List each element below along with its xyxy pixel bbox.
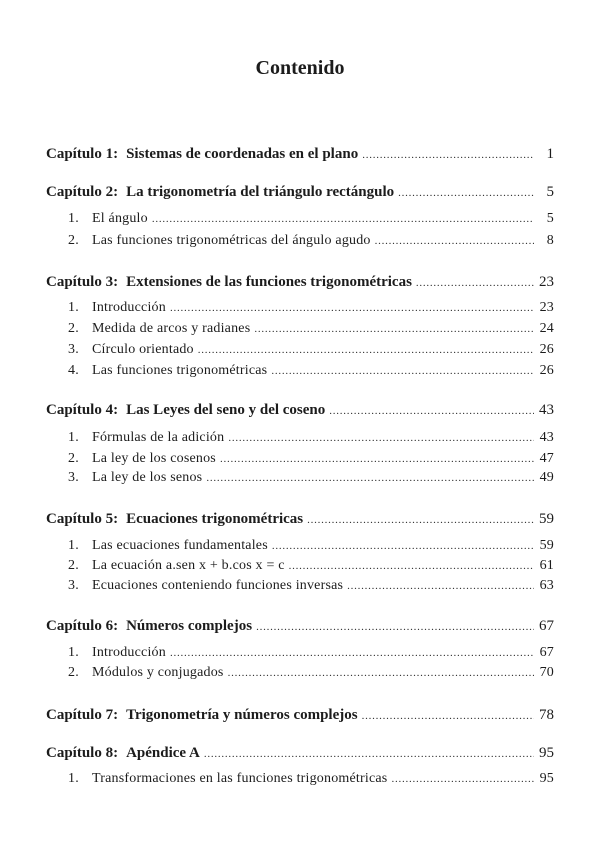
page-number: 78: [539, 707, 554, 723]
section-number: 1.: [68, 300, 79, 315]
dot-leader: [289, 556, 534, 576]
toc-section-entry[interactable]: [68, 556, 554, 576]
page-number: 24: [539, 321, 554, 336]
section-number: 3.: [68, 470, 79, 485]
page-number: 26: [539, 363, 554, 378]
chapter-label: Capítulo 4:: [46, 402, 119, 418]
dot-leader: [206, 468, 534, 488]
page-number: 70: [539, 665, 554, 680]
section-number: 2.: [68, 665, 79, 680]
chapter-title: Trigonometría y números complejos: [126, 707, 358, 723]
page-number: 63: [539, 578, 554, 593]
toc-section-entry[interactable]: [68, 576, 554, 596]
dot-leader: [375, 231, 534, 251]
section-title: Ecuaciones conteniendo funciones inversas: [92, 578, 344, 593]
toc-section-entry[interactable]: [68, 231, 554, 251]
toc-section-entry[interactable]: [68, 209, 554, 229]
page-number: 67: [539, 618, 554, 634]
chapter-label: Capítulo 8:: [46, 745, 119, 761]
chapter-title: Sistemas de coordenadas en el plano: [126, 146, 359, 162]
chapter-label: Capítulo 2:: [46, 184, 119, 200]
section-number: 2.: [68, 558, 79, 573]
toc-section-entry[interactable]: [68, 361, 554, 381]
section-number: 1.: [68, 211, 79, 226]
toc-section-entry[interactable]: [68, 340, 554, 360]
page-number: 5: [546, 184, 554, 200]
dot-leader: [204, 744, 534, 764]
page-number: 59: [539, 511, 554, 527]
page-number: 23: [539, 274, 554, 290]
toc-section-entry[interactable]: [68, 319, 554, 339]
toc-chapter-entry[interactable]: [46, 400, 554, 421]
section-title: La ley de los cosenos: [92, 451, 216, 466]
toc-chapter-entry[interactable]: [46, 144, 554, 165]
dot-leader: [170, 298, 534, 318]
page-number: 43: [539, 402, 554, 418]
page-number: 1: [546, 146, 554, 162]
toc-section-entry[interactable]: [68, 298, 554, 318]
toc-section-entry[interactable]: [68, 468, 554, 488]
section-number: 1.: [68, 645, 79, 660]
section-number: 1.: [68, 771, 79, 786]
toc-chapter-entry[interactable]: [46, 182, 554, 203]
section-number: 2.: [68, 321, 79, 336]
chapter-label: Capítulo 7:: [46, 707, 119, 723]
dot-leader: [398, 183, 534, 203]
page-number: 61: [539, 558, 554, 573]
chapter-label: Capítulo 5:: [46, 511, 119, 527]
chapter-title: La trigonometría del triángulo rectángulo: [126, 184, 395, 200]
section-title: La ley de los senos: [92, 470, 203, 485]
toc-section-entry[interactable]: [68, 536, 554, 556]
dot-leader: [362, 706, 534, 726]
dot-leader: [228, 663, 534, 683]
page-number: 67: [539, 645, 554, 660]
page-number: 23: [539, 300, 554, 315]
toc-chapter-entry[interactable]: [46, 743, 554, 764]
toc-chapter-entry[interactable]: [46, 705, 554, 726]
section-title: La ecuación a.sen x + b.cos x = c: [92, 558, 285, 573]
dot-leader: [220, 449, 534, 469]
chapter-title: Apéndice A: [126, 745, 200, 761]
toc-section-entry[interactable]: [68, 769, 554, 789]
dot-leader: [271, 361, 534, 381]
dot-leader: [307, 510, 534, 530]
section-number: 4.: [68, 363, 79, 378]
section-title: El ángulo: [92, 211, 148, 226]
chapter-title: Números complejos: [126, 618, 253, 634]
page-number: 26: [539, 342, 554, 357]
chapter-label: Capítulo 1:: [46, 146, 119, 162]
chapter-title: Extensiones de las funciones trigonométricas: [126, 274, 412, 290]
section-title: Módulos y conjugados: [92, 665, 224, 680]
section-title: Las ecuaciones fundamentales: [92, 538, 268, 553]
dot-leader: [228, 428, 534, 448]
section-title: Fórmulas de la adición: [92, 430, 225, 445]
section-number: 2.: [68, 451, 79, 466]
toc-chapter-entry[interactable]: [46, 616, 554, 637]
section-title: Introducción: [92, 645, 166, 660]
toc-chapter-entry[interactable]: [46, 509, 554, 530]
dot-leader: [152, 209, 534, 229]
chapter-label: Capítulo 3:: [46, 274, 119, 290]
dot-leader: [347, 576, 534, 596]
page-number: 5: [546, 211, 554, 226]
page-number: 47: [539, 451, 554, 466]
section-title: Introducción: [92, 300, 166, 315]
chapter-label: Capítulo 6:: [46, 618, 119, 634]
toc-section-entry[interactable]: [68, 663, 554, 683]
toc-chapter-entry[interactable]: [46, 272, 554, 293]
page-number: 95: [539, 771, 554, 786]
section-title: Círculo orientado: [92, 342, 194, 357]
section-title: Las funciones trigonométricas del ángulo agudo: [92, 233, 371, 248]
page-title: Contenido: [255, 57, 345, 79]
page-number: 49: [539, 470, 554, 485]
dot-leader: [256, 617, 534, 637]
section-title: Las funciones trigonométricas: [92, 363, 268, 378]
toc-section-entry[interactable]: [68, 449, 554, 469]
dot-leader: [362, 145, 534, 165]
section-number: 1.: [68, 538, 79, 553]
section-number: 3.: [68, 342, 79, 357]
dot-leader: [391, 769, 534, 789]
page-number: 8: [546, 233, 554, 248]
dot-leader: [254, 319, 534, 339]
section-number: 2.: [68, 233, 79, 248]
page-number: 59: [539, 538, 554, 553]
chapter-title: Las Leyes del seno y del coseno: [126, 402, 326, 418]
dot-leader: [198, 340, 534, 360]
page-number: 95: [539, 745, 554, 761]
page-number: 43: [539, 430, 554, 445]
toc-section-entry[interactable]: [68, 643, 554, 663]
section-title: Medida de arcos y radianes: [92, 321, 251, 336]
section-number: 1.: [68, 430, 79, 445]
chapter-title: Ecuaciones trigonométricas: [126, 511, 304, 527]
dot-leader: [329, 401, 534, 421]
section-number: 3.: [68, 578, 79, 593]
dot-leader: [272, 536, 534, 556]
dot-leader: [416, 273, 534, 293]
section-title: Transformaciones en las funciones trigonométricas: [92, 771, 388, 786]
dot-leader: [170, 643, 534, 663]
toc-section-entry[interactable]: [68, 428, 554, 448]
